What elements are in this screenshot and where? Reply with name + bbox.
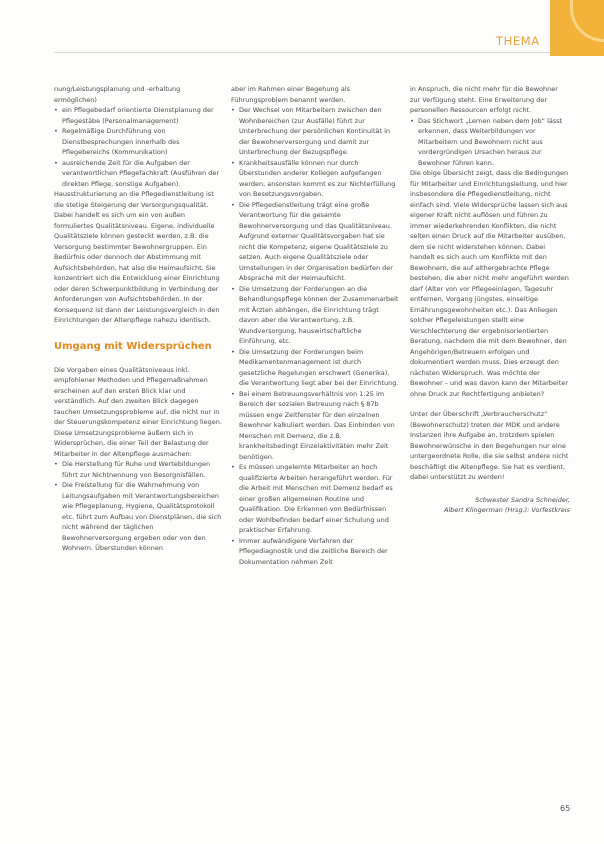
column-1 [54, 84, 222, 554]
column-2 [231, 84, 399, 567]
list-item: • Regelmäßige Durchführung von Dienstbesprechungen innerhalb des Pflegebereichs (Kommunikation) [54, 126, 222, 158]
author-line: Schwester Sandra Schneider, [475, 495, 570, 504]
col1-bullet-list-2 [54, 459, 222, 554]
col3-bullet-list [410, 116, 570, 169]
author-credits [410, 495, 570, 516]
col1-paragraph-2: Die Vorgaben eines Qualitätsniveaus inkl. empfohlener Methoden und Pflegemaßnahmen erscheinen auf den ersten Blick klar und verständlich. Auf den zweiten Blick dagegen tauchen Umsetzungsprobleme auf, die nicht nur in der Steuerungskompetenz einer Einrichtung liegen. Diese Umsetzungsprobleme äußern sich in Widersprüchen, die einer Teil der Belastung der Mitarbeiter in der Altenpflege ausmachen: [54, 365, 222, 458]
column-3 [410, 84, 570, 516]
author-line: Albert Klingerman (Hrsg.): Vorfestkreis [444, 506, 570, 514]
list-item: • Die Umsetzung der Forderungen beim Medikamentenmanagement ist durch gesetzliche Regelungen erschwert (Generika), die Verantwortung liegt aber bei der Einrichtung. [231, 347, 399, 389]
list-item: • Die Umsetzung der Forderungen an die Behandlungspflege können der Zusammenarbeit mit Ärzten abhängen, die Einrichtung trägt davon aber die Verantwortung, z.B. Wundversorgung, hauswirtschaftliche Einführung, etc. [231, 284, 399, 347]
list-item: • Immer aufwändigere Verfahren der Pflegediagnostik und die zeitliche Bereich der Dokumentation nehmen Zeit [231, 536, 399, 568]
col3-paragraph-1: Die obige Übersicht zeigt, dass die Bedingungen für Mitarbeiter und Einrichtungsleitung, und hier insbesondere die Pflegedienstleitung, nicht einfach sind. Viele Widersprüche lassen sich aus eigener Kraft nicht auflösen und führen zu immer wiederkehrenden Konflikten, die nicht selten einen Druck auf die Mitarbeiter ausüben, dem sie nicht widerstehen können. Dabei handelt es sich auch um Konflikte mit den Bewohnern, die auf althergebrachte Pflege bestehen, die aber nicht mehr angeführt werden darf (Alter von vor Pflegeeinlagen, Tagesuhr entfernen, Vorgang jüngstes, einseitige Ernährungsgewohnheiten etc.). Das Anliegen solcher Pflegeleistungen stellt eine Verschlechterung der ergebnisorientierten Beratung, nachdem die mit dem Bewohner, den Angehörigen/Betreuern erfolgen und dokumentiert werden muss. Dies erzeugt den nächsten Widerspruch. Was möchte der Bewohner – und was davon kann der Mitarbeiter ohne Druck zur Rechtfertigung anbieten? [410, 169, 569, 398]
col2-bullet-list [231, 105, 399, 567]
list-item: • Die Freistellung für die Wahrnehmung von Leitungsaufgaben mit Verantwortungsbereichen wie Pflegeplanung, Hygiene, Qualitätsprotokoll etc. führt zum Aufbau von Dienstplänen, die sich nicht während der täglichen Bewohnerversorgung ergeben oder von den Wohnern. Überstunden können [54, 480, 222, 554]
col3-paragraph-2: Unter der Überschrift „Verbraucherschutz“ (Bewohnerschutz) treten der MDK und andere Instanzen ihre Aufgabe an, trotzdem spielen Bewohnerwünsche in den Begehungen nur eine untergeordnete Rolle, die sie selbst andere nicht beschäftigt die Altenpflege. Sie hat es verdient, dabei unterstützt zu werden! [410, 410, 569, 481]
list-item: • Die Pflegedienstleitung trägt eine große Verantwortung für die gesamte Bewohnerversorgung und das Qualitätsniveau. Aufgrund externer Qualitätsvorgaben hat sie nicht die Kompetenz, eigene Qualitätsziele zu setzen. Auch eigene Qualitätsziele oder Umstellungen in der Organisation bedürfen der Absprache mit der Heimaufsicht. [231, 200, 399, 284]
section-heading: Umgang mit Widersprüchen [54, 340, 212, 352]
col1-intro: nung/Leistungsplanung und -erhaltung ermöglichen) [54, 85, 181, 104]
col1-paragraph-1: Hausstrukturierung an die Pflegedienstleitung ist die stetige Steigerung der Versorgungsqualität. Dabei handelt es sich um ein von außen formuliertes Qualitätsniveau. Eigene, individuelle Qualitätsziele können gesteckt werden, z.B. die Versorgung bestimmter Bewohnergruppen. Ein Bedürfnis oder dennoch der Abstimmung mit Aufsichtsbehörden, hat also die Heimaufsicht. Sie konzentriert sich die Entwicklung einer Einrichtung oder deren Schwerpunktbildung in Verbindung der Anforderungen von Aufsichtsbehörden. In der Konsequenz ist dann der Leistungsvergleich in den Einrichtungen der Altenpflege nahezu identisch. [54, 190, 220, 324]
list-item: • Das Stichwort „Lernen neben dem Job“ lässt erkennen, dass Weiterbildungen vor Mitarbeitern und Bewohnern nicht aus vordergründigen Ursachen heraus zur Bewohner führen kann. [410, 116, 570, 169]
col2-intro: aber im Rahmen einer Begehung als Führungsproblem benannt werden. [231, 85, 351, 104]
col3-intro: in Anspruch, die nicht mehr für die Bewohner zur Verfügung steht. Eine Erweiterung der personellen Ressourcen erfolgt nicht. [410, 85, 558, 114]
page-number: 65 [560, 804, 571, 813]
list-item: • Der Wechsel von Mitarbeitern zwischen den Wohnbereichen (zur Ausfälle) führt zur Unterbrechung der persönlichen Kontinuität in der Bewohnerversorgung und damit zur Unterbrechung der Bezugspflege. [231, 105, 399, 158]
list-item: • Die Herstellung für Ruhe und Wertebildungen führt zur Nichtnennung von Besorgnisfällen. [54, 459, 222, 480]
list-item: • Krankheitsausfälle können nur durch Überstunden anderer Kollegen aufgefangen werden, ansonsten kommt es zur Nichterfüllung von Besetzungsvorgaben. [231, 158, 399, 200]
list-item: • ein Pflegebedarf orientierte Dienstplanung der Pflegestäbe (Personalmanagement) [54, 105, 222, 126]
header-rule [54, 52, 550, 53]
tab-arc-decoration [570, 0, 604, 42]
col1-bullet-list [54, 105, 222, 189]
section-label: THEMA [496, 34, 540, 48]
list-item: • Es müssen ungelernte Mitarbeiter an hoch qualifizierte Arbeiten herangeführt werden. Für die Arbeit mit Menschen mit Demenz bedarf es einer großen allgemeinen Routine und Qualifikation. Die Erkennen von Bedürfnissen oder Wohlbefinden bedarf einer Schulung und praktischer Erfahrung. [231, 462, 399, 536]
paragraph-gap [410, 399, 570, 409]
list-item: • Bei einem Betreuungsverhältnis von 1:25 im Bereich der sozialen Betreuung nach § 87b müssen enge Zeitfenster für den einzelnen Bewohner kalkuliert werden. Das Einbinden von Menschen mit Demenz, die z.B. krankheitsbedingt Einzelaktivitäten mehr Zeit benötigen. [231, 389, 399, 463]
thema-corner-tab [550, 0, 604, 56]
list-item: • ausreichende Zeit für die Aufgaben der verantwortlichen Pflegefachkraft (Ausführen der direkten Pflege, sonstige Aufgaben). [54, 158, 222, 190]
